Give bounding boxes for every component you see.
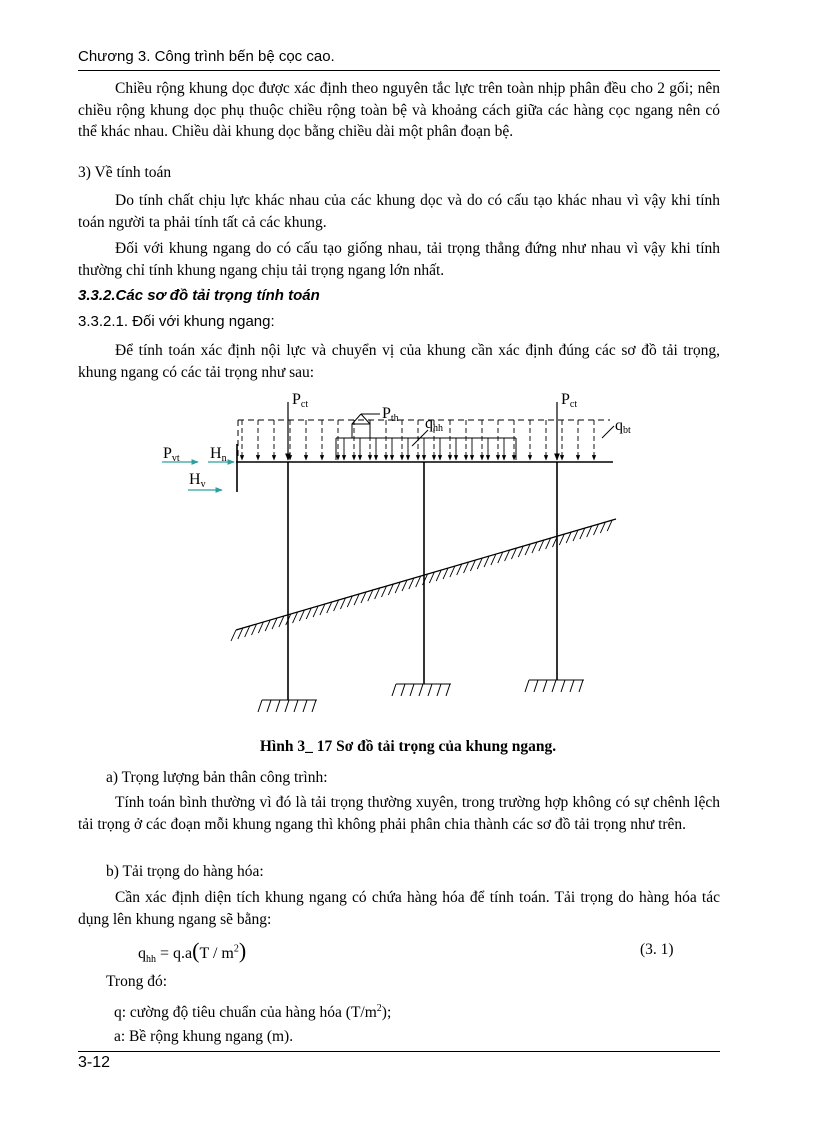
label-pth: Pth [382,405,399,424]
qbt-leader [602,426,614,438]
formula-number: (3. 1) [640,941,674,958]
label-hv: Hv [189,471,206,490]
subsection-heading: 3.3.2.1. Đối với khung ngang: [78,313,275,330]
formula-lhs-sub: hh [146,954,156,966]
pile-toe-left [258,700,317,712]
paragraph-longitudinal-frames: Do tính chất chịu lực khác nhau của các khung dọc và do có cấu tạo khác nhau vì vậy khi tính toán người ta phải tính tất cả các khung. [78,192,720,231]
paragraph-transverse-frames: Đối với khung ngang do có cấu tạo giống nhau, tải trọng thẳng đứng như nhau vì vậy khi tính thường chỉ tính khung ngang chịu tải trọng ngang lớn nhất. [78,240,720,279]
paragraph-frame-width: Chiều rộng khung dọc được xác định theo nguyên tắc lực trên toàn nhịp phân đều cho 2 gối; nên chiều rộng khung dọc phụ thuộc chiều rộng toàn bệ và khoảng cách giữa các hàng cọc ngang nên có thể khác nhau. Chiều dài khung dọc bằng chiều dài một phân đoạn bệ. [78,80,720,140]
formula-unit: T / m [199,945,234,962]
page-number: 3-12 [78,1054,111,1071]
label-pct-left: Pct [292,391,309,410]
label-hn: Hn [210,445,227,464]
ground-slope [236,519,616,630]
item-b-title: b) Tải trọng do hàng hóa: [106,863,264,880]
formula: $q_{hh} = q.a(T / m^2)$ [138,938,247,966]
paragraph-load-intro: Để tính toán xác định nội lực và chuyển vị của khung cần xác định đúng các sơ đồ tải trọng, khung ngang có các tải trọng như sau: [78,342,720,381]
label-qbt: qbt [615,417,631,436]
label-pvt: Pvt [163,445,180,464]
where-label: Trong đó: [106,973,168,990]
pile-toe-middle [392,684,451,696]
crane-load-pth [352,414,380,438]
item-b-text: Cần xác định diện tích khung ngang có chứa hàng hóa để tính toán. Tải trọng do hàng hóa tác dụng lên khung ngang sẽ bằng: [78,889,720,928]
definition-q-text: q: cường độ tiêu chuẩn của hàng hóa (T/m [114,1004,377,1022]
ground-hatch-line [231,630,236,641]
item-a-text: Tính toán bình thường vì đó là tải trọng thường xuyên, trong trường hợp không có sự chênh lệch tải trọng ở các đoạn mỗi khung ngang thì không phải phân chia thành các sơ đồ tải trọng như trên. [78,794,720,833]
footer-rule [78,1051,720,1052]
label-pct-right: Pct [561,391,578,410]
goods-load-qhh [336,438,516,460]
formula-lhs: q [138,945,146,962]
figure-caption: Hình 3_ 17 Sơ đồ tải trọng của khung ngang. [259,738,557,755]
label-qhh: qhh [425,415,443,434]
pile-toe-right [525,680,584,692]
page-header: Chương 3. Công trình bến bệ cọc cao. [78,48,335,65]
section-heading: 3.3.2.Các sơ đồ tải trọng tính toán [78,287,320,304]
definition-a: a: Bề rộng khung ngang (m). [114,1028,294,1045]
load-diagram [0,384,816,744]
definition-q-sup: 2 [376,1003,382,1014]
formula-unit-sup: 2 [233,943,239,955]
paragraph-calculation-title: 3) Về tính toán [78,164,172,181]
definition-q [114,998,720,1024]
item-a-title: a) Trọng lượng bản thân công trình: [106,769,328,786]
definition-q-end: ); [381,1004,392,1022]
header-rule [78,70,720,71]
goods-load-arrows [344,438,504,460]
formula-eq: = q.a [156,945,193,962]
